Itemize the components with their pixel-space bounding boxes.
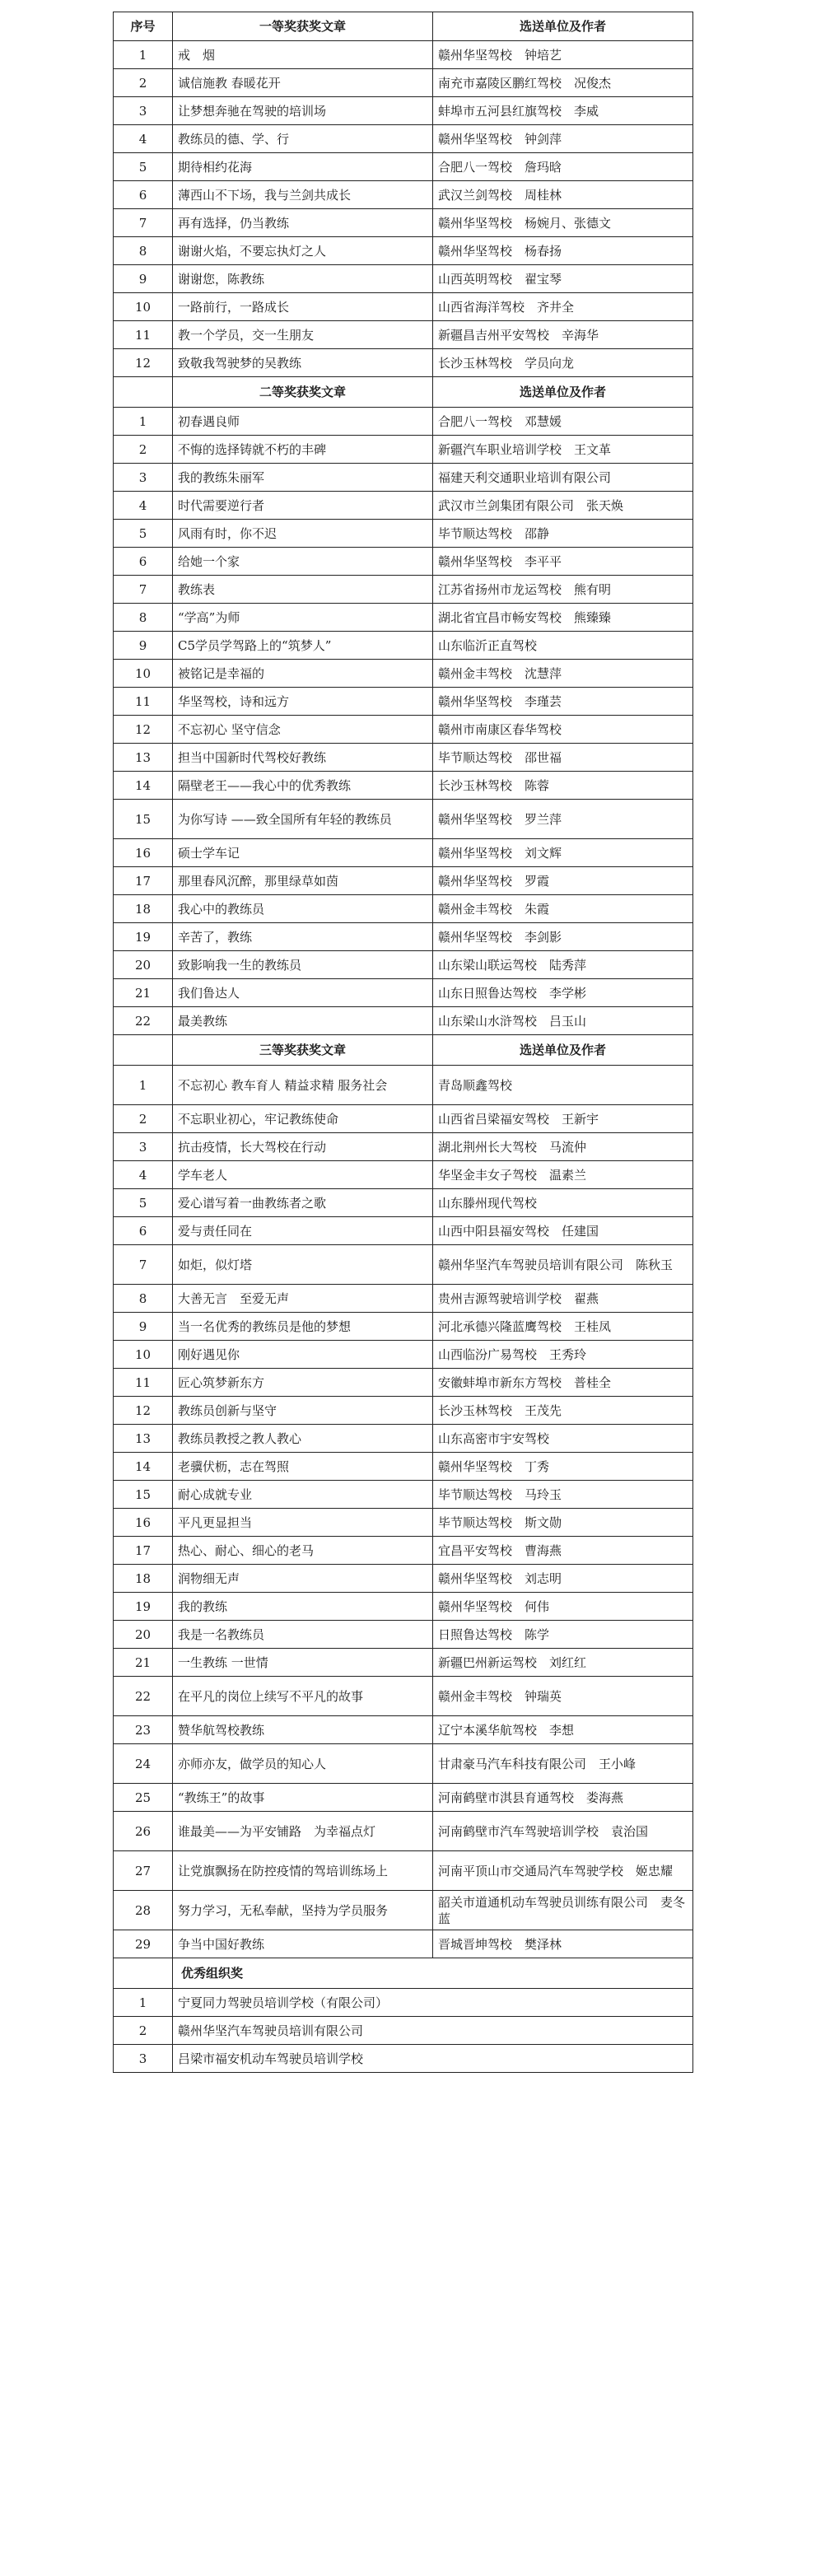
row-number: 5: [114, 520, 173, 548]
organization-award-title: 优秀组织奖: [173, 1958, 693, 1989]
row-number: 14: [114, 772, 173, 800]
unit-author: 山西省吕梁福安驾校 王新宇: [433, 1105, 693, 1133]
row-number: 3: [114, 2045, 173, 2073]
article-title: 赞华航驾校教练: [173, 1716, 433, 1744]
table-row: [114, 293, 693, 321]
unit-author: 长沙玉林驾校 王茂先: [433, 1397, 693, 1425]
unit-author: 山东高密市宇安驾校: [433, 1425, 693, 1453]
article-title: 诚信施教 春暖花开: [173, 69, 433, 97]
section-header-blank: [114, 377, 173, 408]
table-header-row: [114, 12, 693, 41]
table-row: [114, 1930, 693, 1958]
article-title: 致敬我驾驶梦的吴教练: [173, 349, 433, 377]
unit-author: 华坚金丰女子驾校 温素兰: [433, 1161, 693, 1189]
section-header-row: [114, 1035, 693, 1066]
article-title: “学高”为师: [173, 604, 433, 632]
table-row: [114, 1509, 693, 1537]
unit-author: 毕节顺达驾校 马玲玉: [433, 1481, 693, 1509]
row-number: 8: [114, 604, 173, 632]
table-row: [114, 660, 693, 688]
unit-author: 山东滕州现代驾校: [433, 1189, 693, 1217]
unit-author: 毕节顺达驾校 邵世福: [433, 744, 693, 772]
table-row: [114, 1851, 693, 1891]
unit-author: 河南鹤壁市汽车驾驶培训学校 袁治国: [433, 1812, 693, 1851]
table-row: [114, 1217, 693, 1245]
row-number: 6: [114, 548, 173, 576]
table-row: [114, 1989, 693, 2017]
row-number: 18: [114, 895, 173, 923]
unit-author: 赣州华坚驾校 杨婉月、张德文: [433, 209, 693, 237]
row-number: 19: [114, 923, 173, 951]
article-title: 学车老人: [173, 1161, 433, 1189]
article-title: 抗击疫情，长大驾校在行动: [173, 1133, 433, 1161]
row-number: 4: [114, 1161, 173, 1189]
row-number: 7: [114, 209, 173, 237]
article-title: 平凡更显担当: [173, 1509, 433, 1537]
row-number: 17: [114, 1537, 173, 1565]
organization-name: 赣州华坚汽车驾驶员培训有限公司: [173, 2017, 693, 2045]
article-title: 我的教练: [173, 1593, 433, 1621]
table-row: [114, 1189, 693, 1217]
table-row: [114, 41, 693, 69]
unit-author: 河北承德兴隆蓝鹰驾校 王桂凤: [433, 1313, 693, 1341]
article-title: 教练员的德、学、行: [173, 125, 433, 153]
article-title: 教练员创新与坚守: [173, 1397, 433, 1425]
row-number: 5: [114, 153, 173, 181]
unit-author: 甘肃豪马汽车科技有限公司 王小峰: [433, 1744, 693, 1784]
table-row: [114, 1285, 693, 1313]
row-number: 9: [114, 265, 173, 293]
unit-author: 山东梁山联运驾校 陆秀萍: [433, 951, 693, 979]
awards-table: [113, 12, 693, 2073]
row-number: 27: [114, 1851, 173, 1891]
unit-author: 合肥八一驾校 詹玛晗: [433, 153, 693, 181]
row-number: 8: [114, 237, 173, 265]
row-number: 18: [114, 1565, 173, 1593]
unit-author: 长沙玉林驾校 陈蓉: [433, 772, 693, 800]
table-row: [114, 464, 693, 492]
unit-author: 赣州金丰驾校 朱霞: [433, 895, 693, 923]
table-row: [114, 1744, 693, 1784]
row-number: 17: [114, 867, 173, 895]
section-header-blank: [114, 1958, 173, 1989]
row-number: 22: [114, 1007, 173, 1035]
row-number: 1: [114, 408, 173, 436]
unit-author: 毕节顺达驾校 邵静: [433, 520, 693, 548]
unit-author: 福建天利交通职业培训有限公司: [433, 464, 693, 492]
row-number: 7: [114, 576, 173, 604]
table-row: [114, 69, 693, 97]
table-row: [114, 979, 693, 1007]
unit-author: 赣州华坚驾校 李瑾芸: [433, 688, 693, 716]
table-row: [114, 1341, 693, 1369]
unit-author: 赣州华坚驾校 李平平: [433, 548, 693, 576]
table-row: [114, 839, 693, 867]
article-title: 教练员教授之教人教心: [173, 1425, 433, 1453]
unit-author: 山东梁山水浒驾校 吕玉山: [433, 1007, 693, 1035]
unit-author: 赣州华坚驾校 丁秀: [433, 1453, 693, 1481]
article-title: 教一个学员，交一生朋友: [173, 321, 433, 349]
row-number: 1: [114, 41, 173, 69]
article-title: C5学员学驾路上的“筑梦人”: [173, 632, 433, 660]
row-number: 9: [114, 632, 173, 660]
table-row: [114, 237, 693, 265]
article-title: 我们鲁达人: [173, 979, 433, 1007]
row-number: 13: [114, 1425, 173, 1453]
row-number: 15: [114, 1481, 173, 1509]
row-number: 4: [114, 492, 173, 520]
section-title: 三等奖获奖文章: [173, 1035, 433, 1066]
table-row: [114, 492, 693, 520]
row-number: 24: [114, 1744, 173, 1784]
row-number: 3: [114, 97, 173, 125]
row-number: 9: [114, 1313, 173, 1341]
unit-author: 新疆昌吉州平安驾校 辛海华: [433, 321, 693, 349]
unit-author: 湖北荆州长大驾校 马流仲: [433, 1133, 693, 1161]
unit-author: 日照鲁达驾校 陈学: [433, 1621, 693, 1649]
unit-author: 辽宁本溪华航驾校 李想: [433, 1716, 693, 1744]
article-title: 不悔的选择铸就不朽的丰碑: [173, 436, 433, 464]
unit-author: 新疆巴州新运驾校 刘红红: [433, 1649, 693, 1677]
row-number: 6: [114, 181, 173, 209]
article-title: 耐心成就专业: [173, 1481, 433, 1509]
article-title: 在平凡的岗位上续写不平凡的故事: [173, 1677, 433, 1716]
table-row: [114, 1716, 693, 1744]
table-row: [114, 1891, 693, 1930]
table-row: [114, 1481, 693, 1509]
article-title: 硕士学车记: [173, 839, 433, 867]
row-number: 28: [114, 1891, 173, 1930]
awards-document: [113, 12, 692, 2073]
row-number: 3: [114, 464, 173, 492]
article-title: 给她一个家: [173, 548, 433, 576]
article-title: 谢谢您，陈教练: [173, 265, 433, 293]
table-row: [114, 604, 693, 632]
row-number: 7: [114, 1245, 173, 1285]
row-number: 14: [114, 1453, 173, 1481]
article-title: 初春遇良师: [173, 408, 433, 436]
table-row: [114, 1105, 693, 1133]
unit-author: 赣州华坚驾校 钟培艺: [433, 41, 693, 69]
unit-author: 赣州华坚汽车驾驶员培训有限公司 陈秋玉: [433, 1245, 693, 1285]
row-number: 11: [114, 688, 173, 716]
table-row: [114, 408, 693, 436]
table-row: [114, 772, 693, 800]
article-title: 期待相约花海: [173, 153, 433, 181]
row-number: 4: [114, 125, 173, 153]
table-row: [114, 800, 693, 839]
unit-author: 宜昌平安驾校 曹海燕: [433, 1537, 693, 1565]
table-row: [114, 321, 693, 349]
row-number: 20: [114, 1621, 173, 1649]
article-title: 一生教练 一世情: [173, 1649, 433, 1677]
article-title: 最美教练: [173, 1007, 433, 1035]
row-number: 10: [114, 660, 173, 688]
row-number: 21: [114, 979, 173, 1007]
header-num: 序号: [114, 12, 173, 41]
table-row: [114, 1313, 693, 1341]
unit-author: 赣州华坚驾校 刘文辉: [433, 839, 693, 867]
table-row: [114, 1593, 693, 1621]
article-title: 争当中国好教练: [173, 1930, 433, 1958]
row-number: 10: [114, 1341, 173, 1369]
unit-author: 河南平顶山市交通局汽车驾驶学校 姬忠耀: [433, 1851, 693, 1891]
table-row: [114, 923, 693, 951]
row-number: 11: [114, 1369, 173, 1397]
table-row: [114, 97, 693, 125]
row-number: 22: [114, 1677, 173, 1716]
article-title: 戒 烟: [173, 41, 433, 69]
table-row: [114, 548, 693, 576]
table-row: [114, 951, 693, 979]
unit-author: 合肥八一驾校 邓慧媛: [433, 408, 693, 436]
article-title: “教练王”的故事: [173, 1784, 433, 1812]
row-number: 1: [114, 1989, 173, 2017]
unit-author: 赣州华坚驾校 刘志明: [433, 1565, 693, 1593]
table-row: [114, 1649, 693, 1677]
table-row: [114, 1453, 693, 1481]
table-row: [114, 1066, 693, 1105]
row-number: 5: [114, 1189, 173, 1217]
unit-author: 赣州金丰驾校 沈慧萍: [433, 660, 693, 688]
section-unit-header: 选送单位及作者: [433, 377, 693, 408]
unit-author: 山西临汾广易驾校 王秀玲: [433, 1341, 693, 1369]
unit-author: 山西省海洋驾校 齐井全: [433, 293, 693, 321]
article-title: 那里春风沉醉，那里绿草如茵: [173, 867, 433, 895]
unit-author: 晋城晋坤驾校 樊泽林: [433, 1930, 693, 1958]
row-number: 12: [114, 349, 173, 377]
row-number: 2: [114, 2017, 173, 2045]
article-title: 风雨有时，你不迟: [173, 520, 433, 548]
table-row: [114, 1133, 693, 1161]
table-row: [114, 1812, 693, 1851]
unit-author: 青岛顺鑫驾校: [433, 1066, 693, 1105]
row-number: 25: [114, 1784, 173, 1812]
table-row: [114, 125, 693, 153]
article-title: 让梦想奔驰在驾驶的培训场: [173, 97, 433, 125]
table-row: [114, 1245, 693, 1285]
article-title: 如炬，似灯塔: [173, 1245, 433, 1285]
article-title: 再有选择，仍当教练: [173, 209, 433, 237]
section-title: 二等奖获奖文章: [173, 377, 433, 408]
article-title: 我是一名教练员: [173, 1621, 433, 1649]
article-title: 让党旗飘扬在防控疫情的驾培训练场上: [173, 1851, 433, 1891]
unit-author: 江苏省扬州市龙运驾校 熊有明: [433, 576, 693, 604]
article-title: 为你写诗 ——致全国所有年轻的教练员: [173, 800, 433, 839]
article-title: 时代需要逆行者: [173, 492, 433, 520]
table-row: [114, 2045, 693, 2073]
row-number: 26: [114, 1812, 173, 1851]
table-row: [114, 632, 693, 660]
article-title: 不忘初心 坚守信念: [173, 716, 433, 744]
unit-author: 贵州吉源驾驶培训学校 翟燕: [433, 1285, 693, 1313]
table-row: [114, 576, 693, 604]
article-title: 致影响我一生的教练员: [173, 951, 433, 979]
unit-author: 山西中阳县福安驾校 任建国: [433, 1217, 693, 1245]
row-number: 2: [114, 436, 173, 464]
unit-author: 赣州市南康区春华驾校: [433, 716, 693, 744]
unit-author: 安徽蚌埠市新东方驾校 普桂全: [433, 1369, 693, 1397]
header-unit: 选送单位及作者: [433, 12, 693, 41]
row-number: 19: [114, 1593, 173, 1621]
table-row: [114, 895, 693, 923]
article-title: 我的教练朱丽军: [173, 464, 433, 492]
unit-author: 蚌埠市五河县红旗驾校 李威: [433, 97, 693, 125]
table-row: [114, 1425, 693, 1453]
article-title: 薄西山不下场，我与兰剑共成长: [173, 181, 433, 209]
organization-award-header-row: [114, 1958, 693, 1989]
article-title: 不忘初心 教车育人 精益求精 服务社会: [173, 1066, 433, 1105]
row-number: 15: [114, 800, 173, 839]
table-row: [114, 181, 693, 209]
row-number: 23: [114, 1716, 173, 1744]
unit-author: 南充市嘉陵区鹏红驾校 况俊杰: [433, 69, 693, 97]
unit-author: 山东日照鲁达驾校 李学彬: [433, 979, 693, 1007]
table-row: [114, 867, 693, 895]
unit-author: 赣州华坚驾校 罗兰萍: [433, 800, 693, 839]
row-number: 12: [114, 1397, 173, 1425]
table-row: [114, 744, 693, 772]
table-row: [114, 688, 693, 716]
article-title: 担当中国新时代驾校好教练: [173, 744, 433, 772]
unit-author: 长沙玉林驾校 学员向龙: [433, 349, 693, 377]
table-row: [114, 1677, 693, 1716]
article-title: 当一名优秀的教练员是他的梦想: [173, 1313, 433, 1341]
article-title: 大善无言 至爱无声: [173, 1285, 433, 1313]
header-first-prize: 一等奖获奖文章: [173, 12, 433, 41]
article-title: 匠心筑梦新东方: [173, 1369, 433, 1397]
organization-name: 吕梁市福安机动车驾驶员培训学校: [173, 2045, 693, 2073]
table-row: [114, 1397, 693, 1425]
awards-body: [114, 41, 693, 2073]
table-row: [114, 716, 693, 744]
article-title: 谢谢火焰，不要忘执灯之人: [173, 237, 433, 265]
article-title: 教练表: [173, 576, 433, 604]
unit-author: 韶关市道通机动车驾驶员训练有限公司 麦冬蓝: [433, 1891, 693, 1930]
table-row: [114, 209, 693, 237]
unit-author: 山东临沂正直驾校: [433, 632, 693, 660]
row-number: 1: [114, 1066, 173, 1105]
unit-author: 新疆汽车职业培训学校 王文革: [433, 436, 693, 464]
row-number: 6: [114, 1217, 173, 1245]
article-title: 我心中的教练员: [173, 895, 433, 923]
row-number: 11: [114, 321, 173, 349]
article-title: 爱心谱写着一曲教练者之歌: [173, 1189, 433, 1217]
section-header-blank: [114, 1035, 173, 1066]
article-title: 努力学习，无私奉献，坚持为学员服务: [173, 1891, 433, 1930]
article-title: 隔壁老王——我心中的优秀教练: [173, 772, 433, 800]
table-row: [114, 1565, 693, 1593]
row-number: 16: [114, 1509, 173, 1537]
table-row: [114, 2017, 693, 2045]
unit-author: 河南鹤壁市淇县育通驾校 娄海燕: [433, 1784, 693, 1812]
unit-author: 赣州华坚驾校 李剑影: [433, 923, 693, 951]
unit-author: 赣州华坚驾校 何伟: [433, 1593, 693, 1621]
article-title: 亦师亦友，做学员的知心人: [173, 1744, 433, 1784]
article-title: 爱与责任同在: [173, 1217, 433, 1245]
table-row: [114, 1007, 693, 1035]
article-title: 刚好遇见你: [173, 1341, 433, 1369]
table-row: [114, 1784, 693, 1812]
unit-author: 湖北省宜昌市畅安驾校 熊臻臻: [433, 604, 693, 632]
article-title: 老骥伏枥，志在驾照: [173, 1453, 433, 1481]
table-row: [114, 1621, 693, 1649]
unit-author: 武汉市兰剑集团有限公司 张天焕: [433, 492, 693, 520]
row-number: 10: [114, 293, 173, 321]
article-title: 热心、耐心、细心的老马: [173, 1537, 433, 1565]
row-number: 2: [114, 69, 173, 97]
article-title: 一路前行，一路成长: [173, 293, 433, 321]
section-header-row: [114, 377, 693, 408]
row-number: 8: [114, 1285, 173, 1313]
unit-author: 武汉兰剑驾校 周桂林: [433, 181, 693, 209]
row-number: 12: [114, 716, 173, 744]
unit-author: 赣州华坚驾校 罗霞: [433, 867, 693, 895]
table-row: [114, 349, 693, 377]
table-row: [114, 520, 693, 548]
row-number: 21: [114, 1649, 173, 1677]
table-row: [114, 1369, 693, 1397]
row-number: 13: [114, 744, 173, 772]
table-row: [114, 1537, 693, 1565]
article-title: 不忘职业初心，牢记教练使命: [173, 1105, 433, 1133]
table-row: [114, 436, 693, 464]
article-title: 润物细无声: [173, 1565, 433, 1593]
section-unit-header: 选送单位及作者: [433, 1035, 693, 1066]
table-row: [114, 153, 693, 181]
row-number: 20: [114, 951, 173, 979]
unit-author: 赣州金丰驾校 钟瑞英: [433, 1677, 693, 1716]
article-title: 被铭记是幸福的: [173, 660, 433, 688]
row-number: 3: [114, 1133, 173, 1161]
unit-author: 赣州华坚驾校 杨春扬: [433, 237, 693, 265]
row-number: 29: [114, 1930, 173, 1958]
table-row: [114, 1161, 693, 1189]
article-title: 辛苦了，教练: [173, 923, 433, 951]
table-row: [114, 265, 693, 293]
article-title: 谁最美——为平安铺路 为幸福点灯: [173, 1812, 433, 1851]
unit-author: 毕节顺达驾校 斯文勋: [433, 1509, 693, 1537]
article-title: 华坚驾校，诗和远方: [173, 688, 433, 716]
organization-name: 宁夏同力驾驶员培训学校（有限公司）: [173, 1989, 693, 2017]
unit-author: 山西英明驾校 翟宝琴: [433, 265, 693, 293]
unit-author: 赣州华坚驾校 钟剑萍: [433, 125, 693, 153]
row-number: 2: [114, 1105, 173, 1133]
row-number: 16: [114, 839, 173, 867]
